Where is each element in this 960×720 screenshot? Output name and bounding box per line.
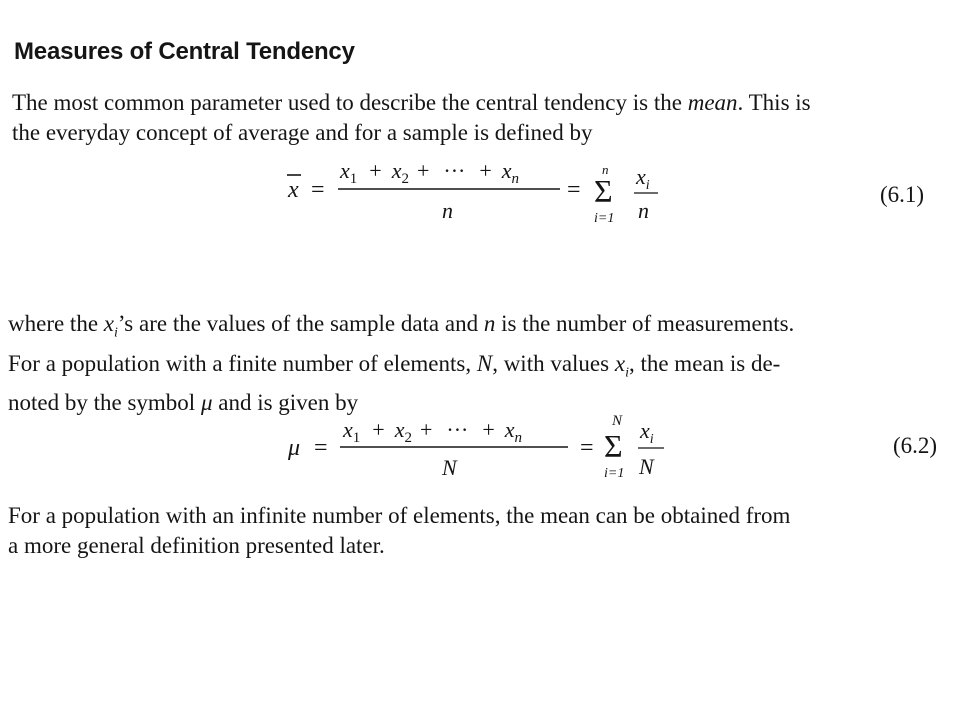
eq2-denominator: N (442, 455, 457, 480)
paragraph-infinite (8, 501, 790, 561)
var-sub-i: i (625, 365, 629, 381)
eq1-frac-denominator: n (638, 198, 649, 223)
eq2-frac-denominator: N (639, 454, 654, 479)
text-run: , with values (492, 350, 615, 376)
text-run: For a population with a finite number of elements, (8, 350, 477, 376)
eq1-equals-2: = (567, 177, 581, 203)
paragraph-definitions-line-2 (8, 349, 794, 389)
var-sub-i: i (114, 325, 118, 341)
equation-6-2 (0, 405, 960, 485)
eq2-equals-2: = (580, 435, 594, 461)
equation-6-1 (0, 150, 960, 230)
paragraph-intro (12, 88, 811, 148)
text-run: is the number of measurements. (495, 311, 795, 336)
text-run: , the mean is de- (628, 350, 781, 376)
paragraph-definitions-line-1 (8, 309, 794, 349)
text-run: where the (8, 311, 104, 336)
eq2-number: (6.2) (893, 433, 938, 458)
eq2-sum-symbol: Σ (604, 428, 623, 464)
section-heading: Measures of Central Tendency (14, 38, 355, 65)
eq1-number: (6.1) (880, 182, 925, 207)
paragraph-infinite-line-2: a more general definition presented later. (8, 533, 385, 558)
paragraph-infinite-line-1: For a population with an infinite number of elements, the mean can be obtained from (8, 503, 791, 528)
text-run: The most common parameter used to describe the central tendency is the (12, 90, 688, 115)
text-run: ’s are the values of the sample data and (117, 311, 484, 336)
eq1-sum-upper: n (602, 162, 609, 177)
eq2-sum-upper: N (612, 413, 623, 429)
eq2-lhs: μ (288, 435, 301, 461)
eq1-sum-lower: i=1 (594, 211, 615, 226)
eq2-frac-numerator: $x_i$ (640, 418, 654, 447)
var-x: x (614, 350, 626, 376)
eq1-frac-numerator: $x_i$ (636, 164, 650, 193)
eq1-denominator: n (442, 198, 453, 223)
var-N: N (476, 350, 493, 376)
eq1-equals-1: = (311, 177, 325, 203)
text-run: and is given by (212, 390, 359, 416)
eq2-sum-lower: i=1 (604, 466, 625, 481)
var-mu: μ (200, 390, 213, 416)
text-run: noted by the symbol (8, 390, 201, 416)
eq2-equals-1: = (314, 435, 328, 461)
paragraph-definitions (8, 309, 794, 418)
var-n: n (483, 311, 496, 336)
eq1-lhs: x (288, 177, 299, 203)
paragraph-intro-line-2: the everyday concept of average and for a sample is defined by (12, 120, 593, 145)
var-x: x (103, 311, 115, 336)
emphasis-mean: mean (687, 90, 738, 115)
text-run: . This is (737, 90, 811, 115)
paragraph-intro-line-1 (12, 88, 811, 118)
eq1-sum-symbol: Σ (594, 173, 613, 209)
eq1-numerator: $x_1 + x_2$ + ··· + $x_n$ (340, 158, 520, 187)
eq2-numerator: $x_1 + x_2$ + ··· + $x_n$ (343, 417, 523, 446)
